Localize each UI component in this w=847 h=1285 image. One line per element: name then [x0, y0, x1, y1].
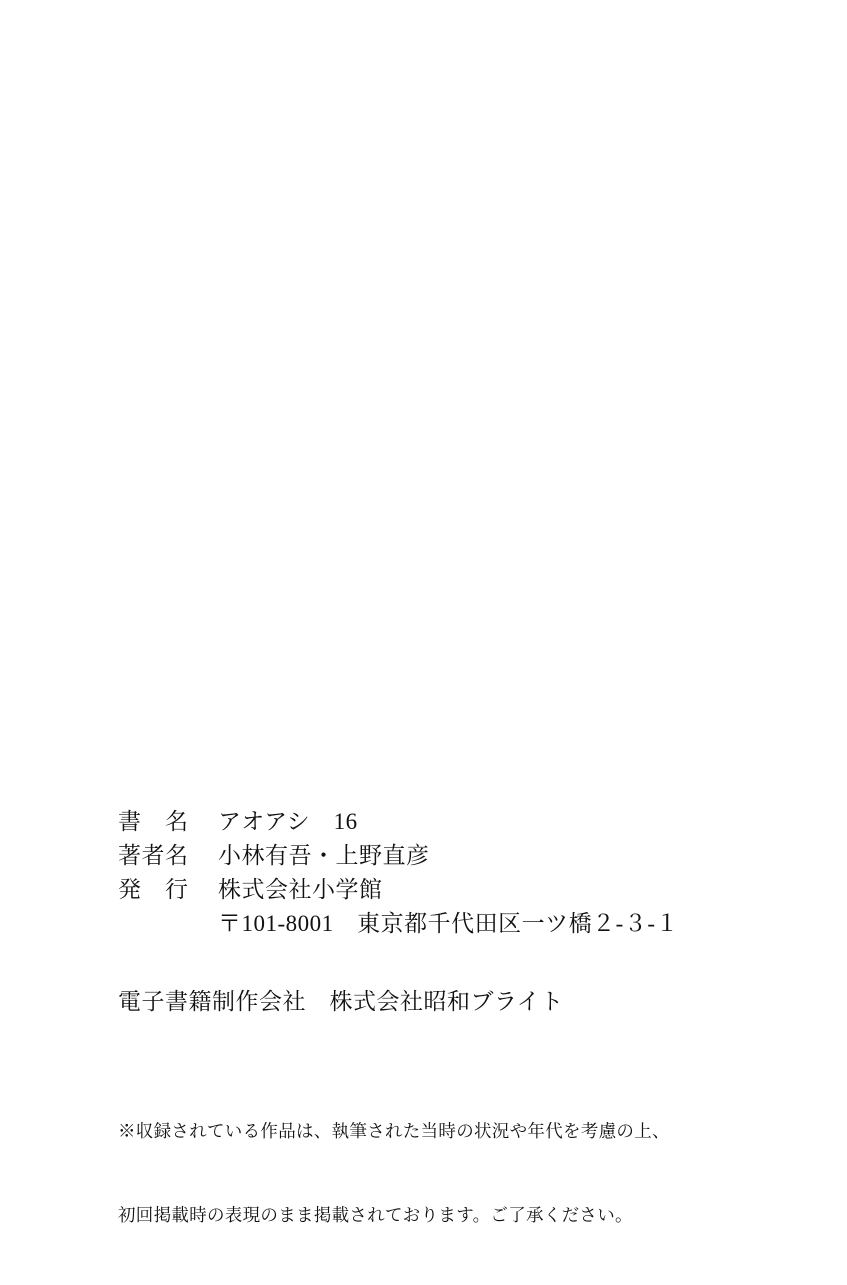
notice-block	[118, 1061, 758, 1285]
colophon-block	[118, 805, 758, 1285]
notice-line-1: ※収録されている作品は、執筆された当時の状況や年代を考慮の上、	[118, 1121, 670, 1141]
title-label: 書 名	[118, 809, 189, 834]
title-row	[118, 805, 758, 839]
author-label: 著者名	[118, 843, 189, 868]
producer-line: 電子書籍制作会社 株式会社昭和ブライト	[118, 989, 564, 1014]
notice-line-2: 初回掲載時の表現のまま掲載されております。ご了承ください。	[118, 1205, 633, 1225]
author-row	[118, 839, 758, 873]
publisher-label: 発 行	[118, 877, 189, 902]
publisher-value: 株式会社小学館	[218, 877, 383, 902]
publisher-address: 〒101‑8001 東京都千代田区一ツ橋２‑３‑１	[218, 911, 679, 936]
title-value: アオアシ 16	[218, 809, 358, 834]
publisher-row	[118, 873, 758, 907]
author-value: 小林有吾・上野直彦	[218, 843, 430, 868]
